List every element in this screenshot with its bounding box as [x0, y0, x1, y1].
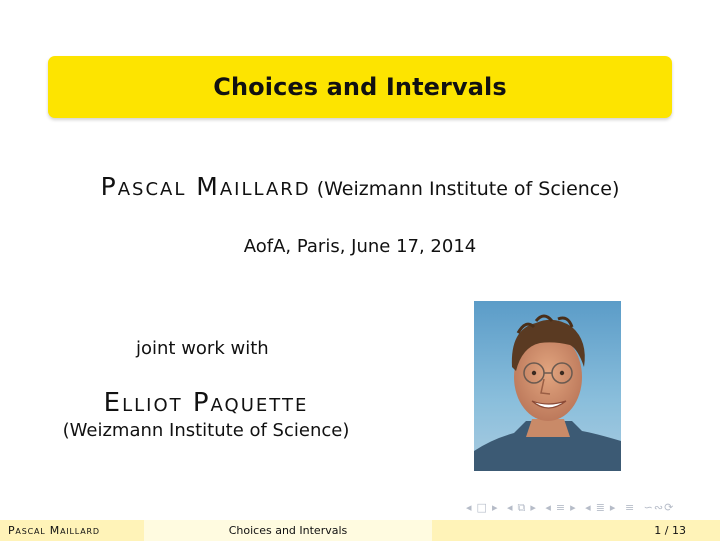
frame-next-icon[interactable]: ▸	[491, 501, 499, 514]
search-icon[interactable]: ∽∾⟳	[643, 501, 675, 514]
footer-page-number: 1 / 13	[432, 520, 720, 541]
title-box	[48, 56, 672, 118]
document-icon[interactable]: ≣	[595, 501, 606, 514]
beamer-nav-bar	[466, 501, 678, 517]
subsection-icon[interactable]: ⧉	[517, 501, 527, 514]
author-name: Pascal Maillard	[100, 172, 311, 201]
frame-icon[interactable]: □	[476, 501, 488, 514]
author-affiliation: (Weizmann Institute of Science)	[316, 178, 620, 200]
footer-author	[0, 520, 144, 541]
coauthor-affiliation: (Weizmann Institute of Science)	[62, 420, 350, 441]
event-date: AofA, Paris, June 17, 2014	[243, 236, 477, 257]
frame-prev-icon[interactable]: ◂	[466, 501, 473, 514]
section-prev-icon[interactable]: ◂	[545, 501, 552, 514]
coauthor-line	[0, 388, 412, 418]
section-next-icon[interactable]: ▸	[570, 501, 577, 514]
document-prev-icon[interactable]: ◂	[585, 501, 592, 514]
author-photo	[474, 301, 621, 471]
coauthor-name: Elliot Paquette	[103, 388, 309, 418]
align-icon[interactable]: ≡	[624, 501, 636, 514]
subsection-prev-icon[interactable]: ◂	[506, 501, 514, 514]
footer-author-text: Pascal Maillard	[8, 524, 100, 537]
author-line	[0, 172, 720, 201]
slide-title: Choices and Intervals	[213, 73, 507, 101]
footer-title: Choices and Intervals	[144, 520, 432, 541]
section-icon[interactable]: ≡	[555, 501, 567, 514]
footer	[0, 520, 720, 541]
document-next-icon[interactable]: ▸	[609, 501, 617, 514]
subsection-next-icon[interactable]: ▸	[530, 501, 537, 514]
joint-work-label: joint work with	[136, 338, 269, 359]
